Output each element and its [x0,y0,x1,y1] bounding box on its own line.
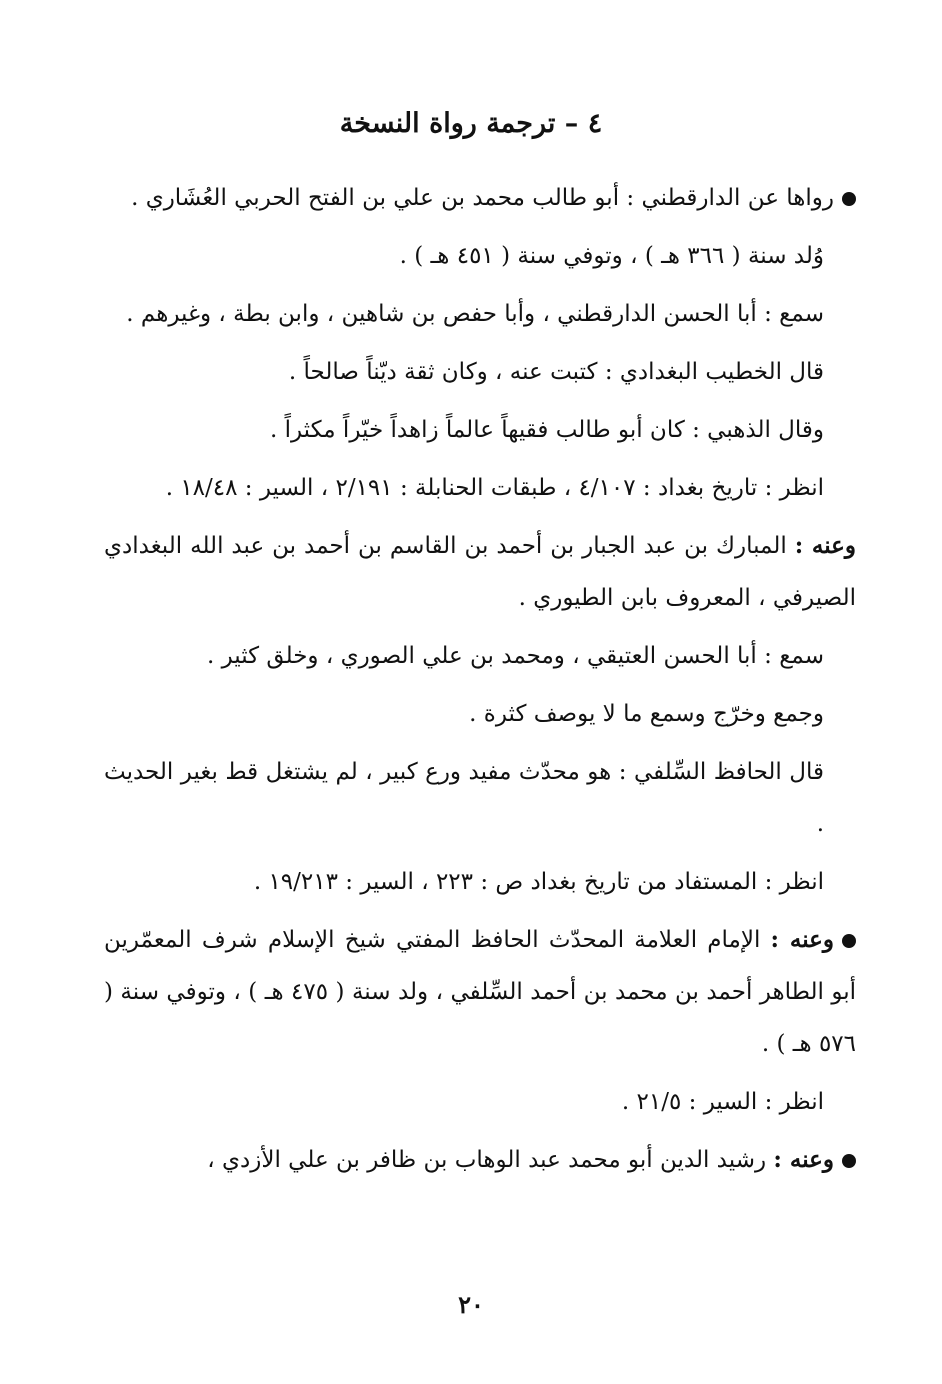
bullet-icon [842,192,856,206]
paragraph-narrator-2 [104,520,856,624]
paragraph-birth-death: وُلد سنة ( ٣٦٦ هـ ) ، وتوفي سنة ( ٤٥١ هـ ) . [399,243,824,269]
page-number: ٢٠ [458,1290,484,1319]
paragraph-khatib-quote: قال الخطيب البغدادي : كتبت عنه ، وكان ثقة ديّناً صالحاً . [288,359,824,385]
bullet-icon [842,1154,856,1168]
narrator-lead: وعنه : [770,926,835,953]
document-body [104,172,856,1192]
paragraph-text: الإمام العلامة المحدّث الحافظ المفتي شيخ الإسلام شرف المعمّرين أبو الطاهر أحمد بن محمد بن أحمد السِّلفي ، ولد سنة ( ٤٧٥ هـ ) ، وتوفي سنة ( ٥٧٦ هـ ) . [104,927,857,1057]
paragraph-text: المبارك بن عبد الجبار بن أحمد بن القاسم بن أحمد بن عبد الله البغدادي الصيرفي ، المعروف بابن الطيوري . [104,533,856,611]
paragraph-text: رشيد الدين أبو محمد عبد الوهاب بن ظافر بن علي الأزدي ، [207,1147,767,1173]
paragraph-narrator-3 [104,914,856,1070]
paragraph-silafi-quote: قال الحافظ السِّلفي : هو محدّث مفيد ورع كبير ، لم يشتغل قط بغير الحديث . [104,759,824,837]
narrator-lead: وعنه : [794,532,856,559]
paragraph-text: رواها عن الدارقطني : أبو طالب محمد بن علي بن الفتح الحربي العُشَاري . [131,185,834,211]
paragraph-heard-from: سمع : أبا الحسن الدارقطني ، وأبا حفص بن شاهين ، وابن بطة ، وغيرهم . [126,301,824,327]
paragraph-references-2: انظر : المستفاد من تاريخ بغداد ص : ٢٢٣ ، السير : ١٩/٢١٣ . [253,869,824,895]
paragraph-narrator-1 [104,172,856,224]
paragraph-references-1: انظر : تاريخ بغداد : ٤/١٠٧ ، طبقات الحنابلة : ٢/١٩١ ، السير : ١٨/٤٨ . [165,475,824,501]
paragraph-compiled: وجمع وخرّج وسمع ما لا يوصف كثرة . [469,701,824,727]
section-title: ٤ – ترجمة رواة النسخة [339,108,603,139]
paragraph-references-3: انظر : السير : ٢١/٥ . [621,1089,824,1115]
bullet-icon [842,934,856,948]
paragraph-dhahabi-quote: وقال الذهبي : كان أبو طالب فقيهاً عالماً زاهداً خيّراً مكثراً . [269,417,824,443]
paragraph-narrator-4 [104,1134,856,1186]
narrator-lead: وعنه : [773,1146,834,1173]
paragraph-heard-from-2: سمع : أبا الحسن العتيقي ، ومحمد بن علي الصوري ، وخلق كثير . [206,643,824,669]
